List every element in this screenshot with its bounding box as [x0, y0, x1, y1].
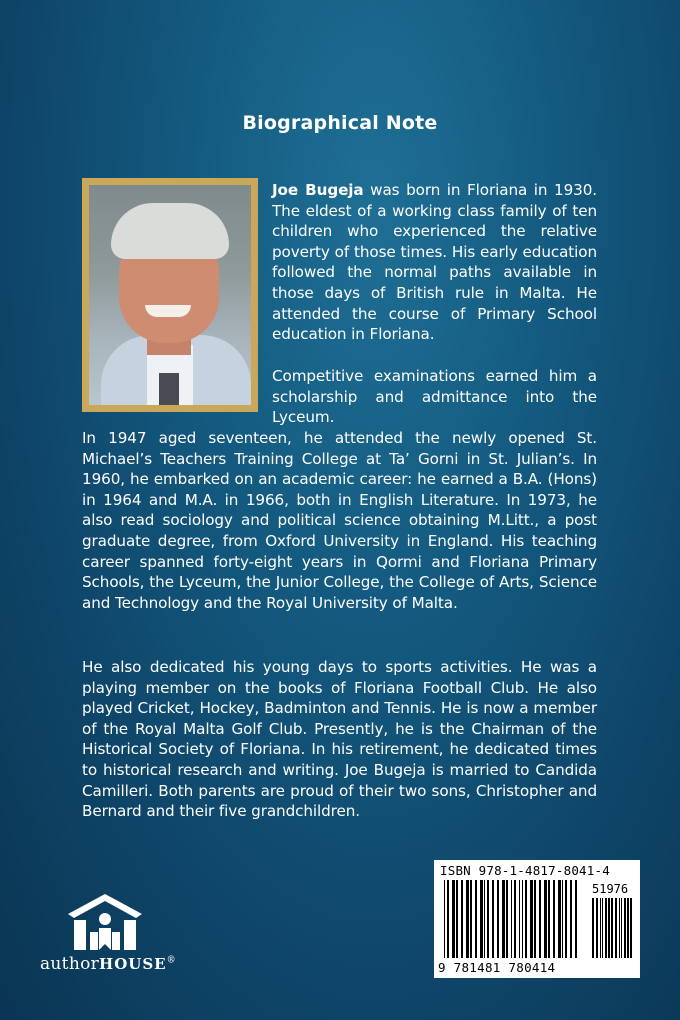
isbn-label: ISBN 978-1-4817-8041-4 — [440, 863, 610, 878]
page-title: Biographical Note — [242, 112, 438, 134]
barcode-digits: 9 781481 780414 — [438, 960, 556, 975]
bio-intro-text: was born in Floriana in 1930. The eldest of a working class family of ten children who experienced the relative poverty of those times. His early education followed the normal paths available in those days of British rule in Malta. He attended the course of Primary School education in Floriana. — [272, 181, 597, 344]
author-name: Joe Bugeja — [272, 181, 364, 199]
bio-education-paragraph-start: Competitive examinations earned him a scholarship and admittance into the Lyceum. — [272, 367, 597, 427]
publisher-name: authorHOUSE® — [40, 954, 176, 974]
bio-intro-paragraph — [272, 180, 597, 345]
author-photo-frame — [82, 178, 258, 412]
isbn-barcode — [434, 860, 640, 978]
bio-education-paragraph: In 1947 aged seventeen, he attended the newly opened St. Michael’s Teachers Training College at Ta’ Gorni in St. Julian’s. In 1960, he embarked on an academic career: he earned a B.A. (Hons) in 1964 and M.A. in 1966, both in English Literature. In 1973, he also read sociology and political science obtaining M.Litt., a post graduate degree, from Oxford University in England. His teaching career spanned forty-eight years in Qormi and Floriana Primary Schools, the Lyceum, the Junior College, the College of Arts, Science and Technology and the Royal University of Malta. — [82, 429, 597, 612]
bio-sports-paragraph: He also dedicated his young days to sports activities. He was a playing member on the books of Floriana Football Club. He also played Cricket, Hockey, Badminton and Tennis. He is now a member of the Royal Malta Golf Club. Presently, he is the Chairman of the Historical Society of Floriana. In his retirement, he dedicated times to historical research and writing. Joe Bugeja is married to Candida Camilleri. Both parents are proud of their two sons, Christopher and Bernard and their five grandchildren. — [82, 658, 597, 821]
authorhouse-logo-icon — [66, 892, 144, 952]
publisher-logo — [40, 890, 190, 985]
author-photo — [89, 185, 251, 405]
price-addon-number: 51976 — [592, 882, 629, 896]
